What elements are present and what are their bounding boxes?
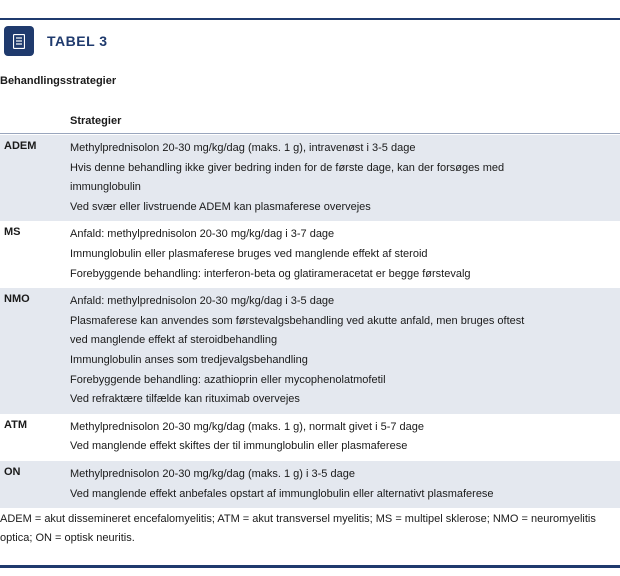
strategy-line: immunglobulin (70, 181, 141, 194)
row-strategies (0, 135, 620, 221)
strategy-line: Anfald: methylprednisolon 20-30 mg/kg/dag i 3-5 dage (70, 295, 335, 308)
strategy-line: Methylprednisolon 20-30 mg/kg/dag (maks. 1 g), intravenøst i 3-5 dage (70, 142, 416, 154)
bottom-rule (0, 565, 620, 568)
strategy-line: Ved manglende effekt skiftes der til immunglobulin eller plasmaferese (70, 440, 408, 453)
table-header (0, 26, 108, 56)
header-rule (0, 133, 620, 134)
row-label: NMO (4, 293, 30, 306)
strategy-line: Forebyggende behandling: interferon-beta og glatirameracetat er begge førstevalg (70, 267, 471, 280)
table-footnote: ADEM = akut dissemineret encefalomyelitis; ATM = akut transversel myelitis; MS = multipel sklerose; NMO = neuromyelitis optica; ON = optisk neuritis. (0, 513, 596, 544)
strategy-line: Anfald: methylprednisolon 20-30 mg/kg/dag i 3-7 dage (70, 228, 335, 241)
table-row (0, 414, 620, 461)
strategy-line: ved manglende effekt af steroidbehandling (70, 334, 278, 347)
table-subtitle: Behandlingsstrategier (0, 75, 117, 87)
table-label: TABEL 3 (47, 33, 108, 49)
strategy-line: Plasmaferese kan anvendes som førstevalgsbehandling ved akutte anfald, men bruges oftest (70, 314, 525, 327)
top-rule (0, 18, 620, 20)
row-strategies (0, 221, 620, 288)
strategy-line: Methylprednisolon 20-30 mg/kg/dag (maks. 1 g) i 3-5 dage (70, 467, 355, 480)
strategy-line: Immunglobulin anses som tredjevalgsbehandling (70, 353, 308, 366)
strategy-line: Immunglobulin eller plasmaferese bruges ved manglende effekt af steroid (70, 247, 428, 260)
document-icon (4, 26, 34, 56)
table-row (0, 221, 620, 288)
table-row (0, 461, 620, 508)
strategy-line: Ved manglende effekt anbefales opstart af immunglobulin eller alternativt plasmaferese (70, 487, 494, 500)
row-label: ATM (4, 418, 28, 431)
strategy-line: Hvis denne behandling ikke giver bedring inden for de første dage, kan der forsøges med (70, 161, 505, 174)
row-label: MS (4, 226, 21, 239)
column-header-strategier: Strategier (70, 115, 122, 127)
strategy-line: Forebyggende behandling: azathioprin eller mycophenolatmofetil (70, 373, 386, 386)
strategy-line: Methylprednisolon 20-30 mg/kg/dag (maks. 1 g), normalt givet i 5-7 dage (70, 420, 425, 433)
row-label: ADEM (4, 140, 37, 152)
table-row (0, 135, 620, 221)
row-strategies (0, 414, 620, 461)
table-row (0, 288, 620, 414)
row-strategies (0, 461, 620, 508)
strategy-line: Ved svær eller livstruende ADEM kan plasmaferese overvejes (70, 200, 371, 213)
row-label: ON (4, 465, 21, 478)
table-body (0, 135, 620, 508)
row-strategies (0, 288, 620, 414)
strategy-line: Ved refraktære tilfælde kan rituximab overvejes (70, 393, 300, 406)
